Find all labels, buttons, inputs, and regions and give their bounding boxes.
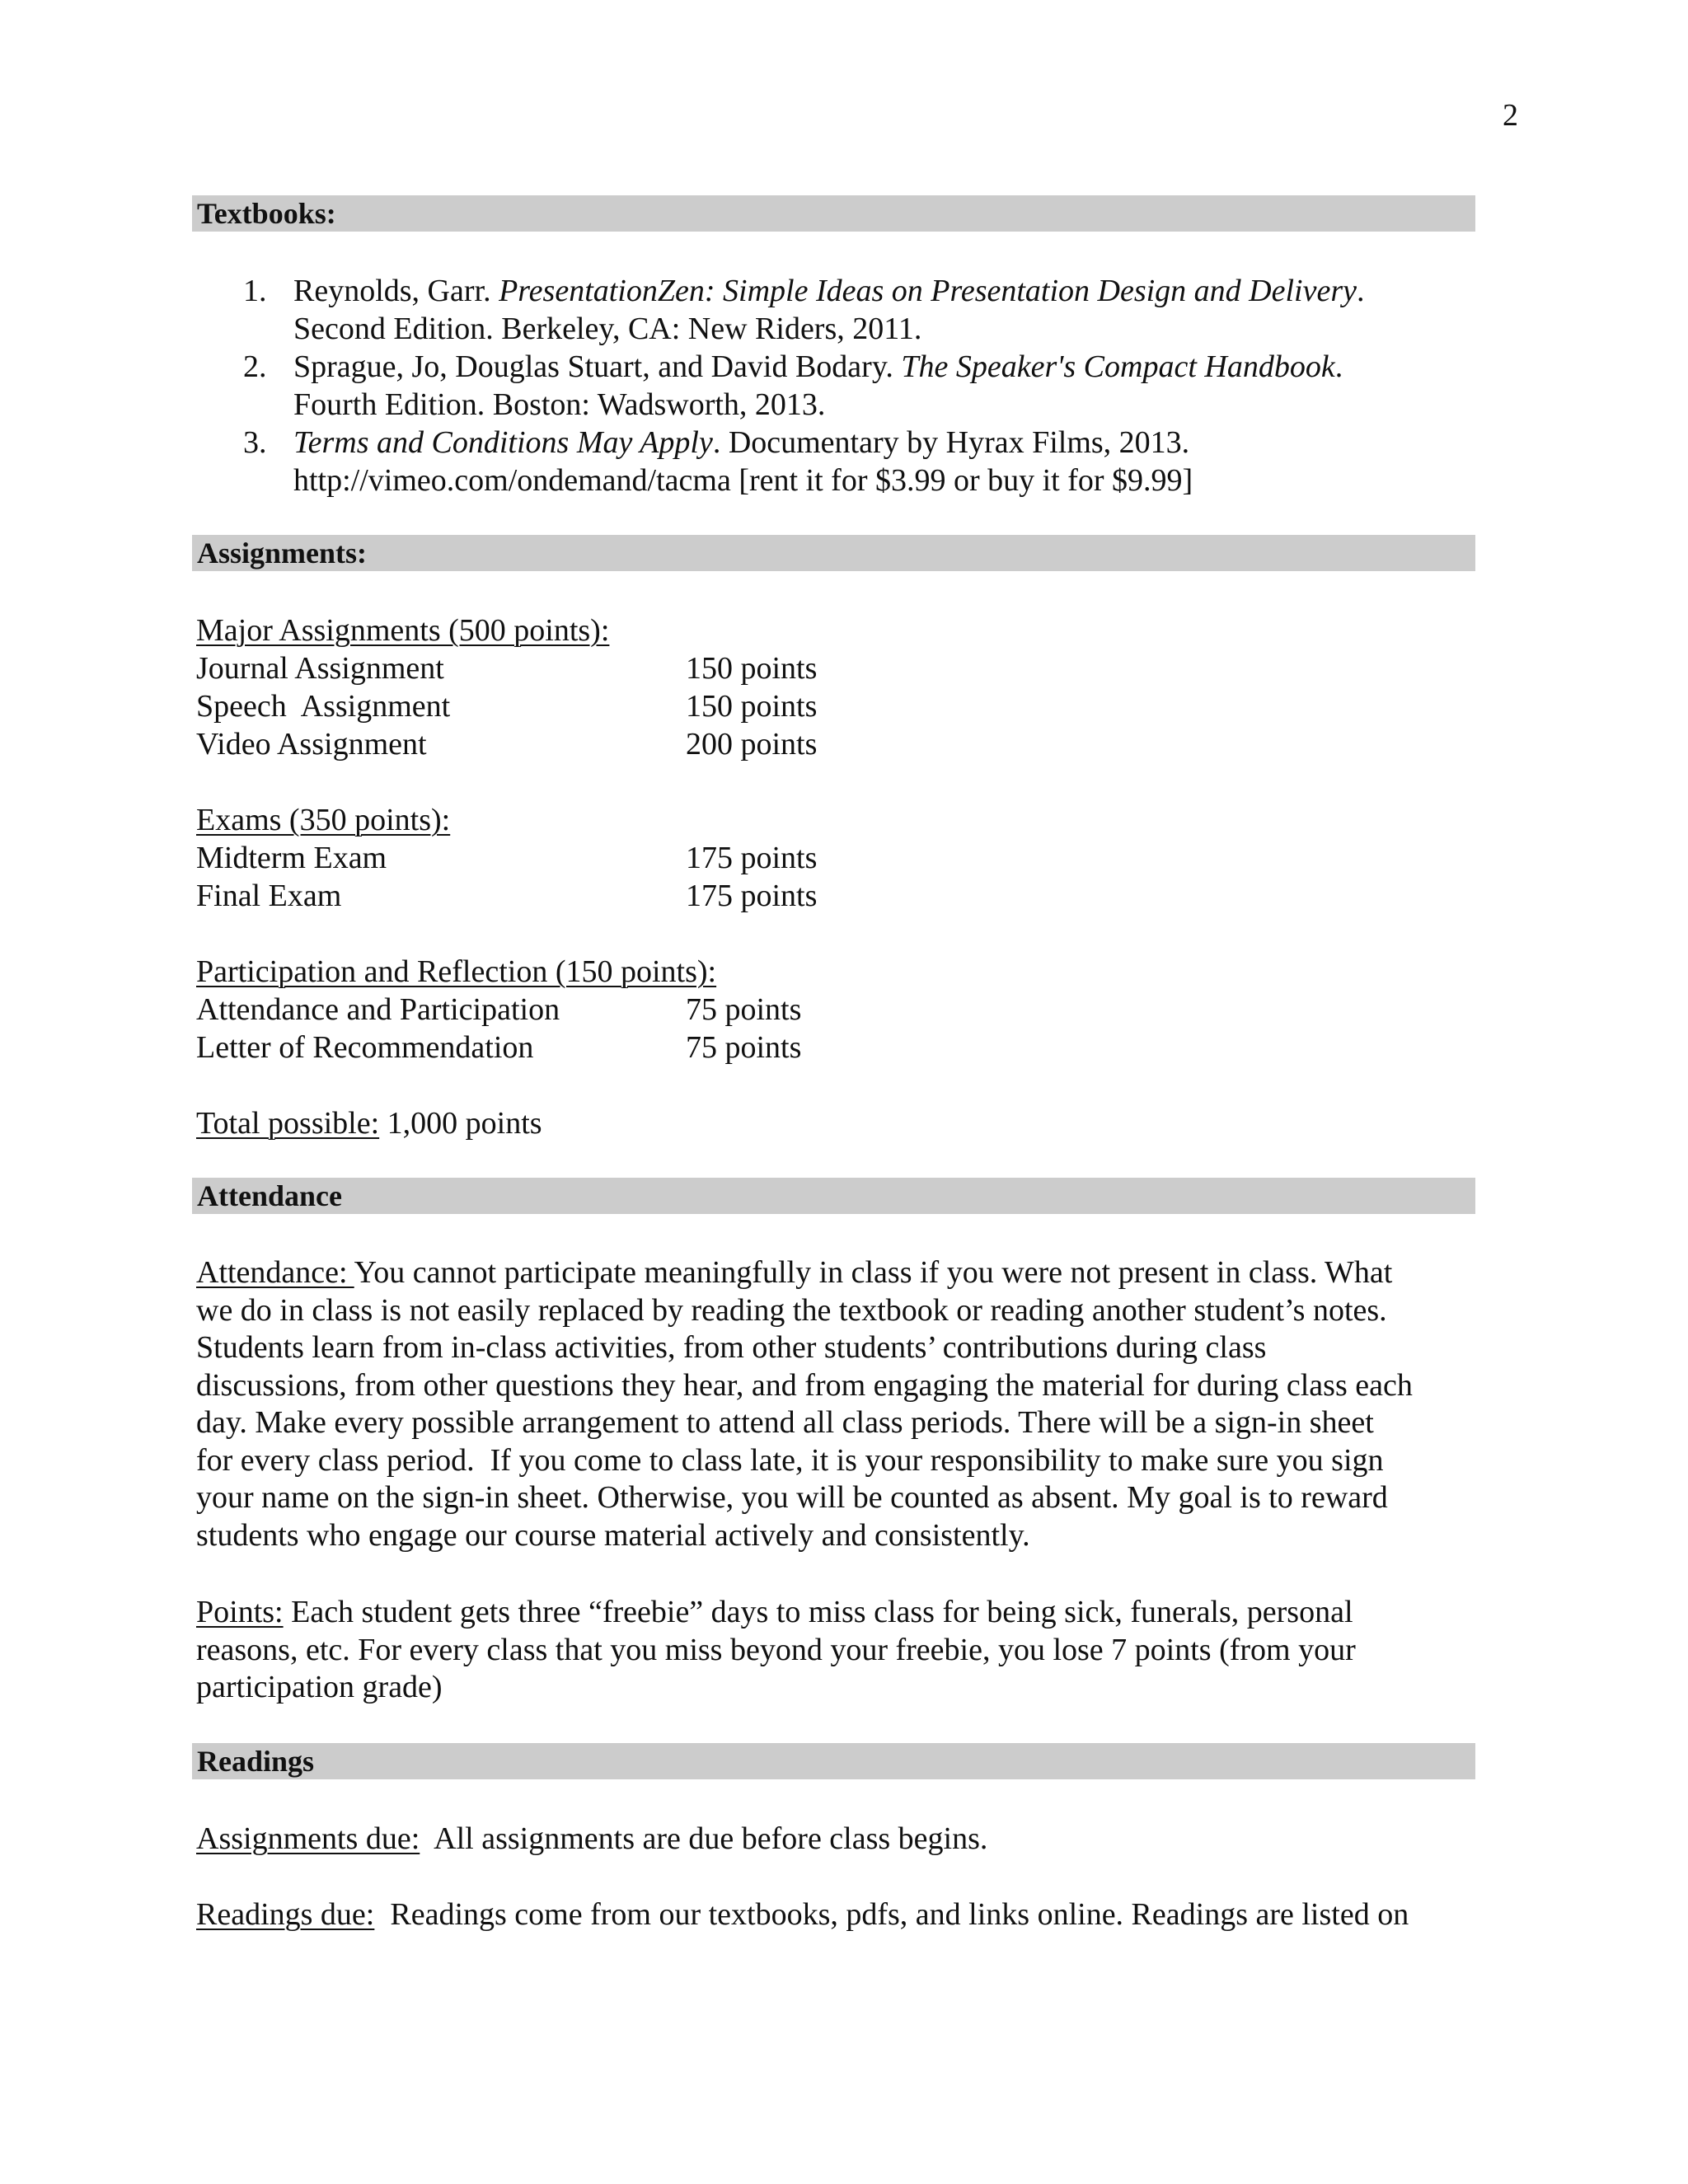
book-author: Sprague, Jo, Douglas Stuart, and David Bodary. (293, 349, 902, 384)
group-title-major: Major Assignments (500 points): (196, 613, 610, 648)
points-label: Points: (196, 1595, 284, 1629)
assignments-heading: Assignments: (192, 535, 1475, 571)
total-possible (196, 1104, 542, 1142)
row-points: 75 points (686, 1030, 802, 1065)
row-points: 150 points (686, 651, 818, 686)
book-title: PresentationZen: Simple Ideas on Presentation Design and Delivery (499, 274, 1357, 308)
points-paragraph: Points: Each student gets three “freebie” days to miss class for being sick, funerals, personal reasons, etc. For every class that you miss beyond your freebie, you lose 7 points (from your participation grade) (196, 1595, 1356, 1704)
list-number: 2. (243, 349, 267, 384)
book-author: Reynolds, Garr. (293, 274, 499, 308)
row-label: Attendance and Participation (196, 992, 560, 1027)
row-points: 200 points (686, 727, 818, 762)
row-points: 75 points (686, 992, 802, 1027)
row-points: 150 points (686, 689, 818, 724)
attendance-label: Attendance: (196, 1255, 354, 1290)
row-points: 175 points (686, 879, 818, 913)
row-label: Letter of Recommendation (196, 1030, 534, 1065)
readings-due: Readings due: Readings come from our textbooks, pdfs, and links online. Readings are listed on (196, 1897, 1409, 1932)
row-label: Video Assignment (196, 727, 427, 762)
group-title-exams: Exams (350 points): (196, 803, 451, 837)
readings-due-label: Readings due: (196, 1897, 375, 1932)
row-label: Final Exam (196, 879, 342, 913)
row-label: Midterm Exam (196, 841, 387, 875)
book-edition: Fourth Edition. Boston: Wadsworth, 2013. (293, 387, 826, 422)
book-title: The Speaker's Compact Handbook (901, 349, 1335, 384)
group-title-participation: Participation and Reflection (150 points): (196, 954, 717, 989)
row-label: Journal Assignment (196, 651, 444, 686)
list-number: 1. (243, 274, 267, 308)
assignments-due-label: Assignments due: (196, 1821, 420, 1856)
book-edition: Second Edition. Berkeley, CA: New Riders, 2011. (293, 312, 922, 346)
row-label: Speech Assignment (196, 689, 451, 724)
list-number: 3. (243, 425, 267, 460)
row-points: 175 points (686, 841, 818, 875)
readings-heading: Readings (192, 1743, 1475, 1779)
total-label: Total possible: (196, 1106, 380, 1141)
total-value: 1,000 points (379, 1106, 542, 1141)
book-title: Terms and Conditions May Apply (293, 425, 713, 460)
assignments-due: Assignments due: All assignments are due before class begins. (196, 1821, 988, 1856)
attendance-paragraph: Attendance: You cannot participate meaningfully in class if you were not present in class. What we do in class is not easily replaced by reading the textbook or reading another student’s notes. Students learn from in-class activities, from other students’ contributions during class discussions, from other questions they hear, and from engaging the material for during class each day. Make every possible arrangement to attend all class periods. There will be a sign-in sheet for every class period. If you come to class late, it is your responsibility to make sure you sign your name on the sign-in sheet. Otherwise, you will be counted as absent. My goal is to reward students who engage our course material actively and consistently. (196, 1255, 1413, 1553)
attendance-heading: Attendance (192, 1178, 1475, 1214)
film-link: http://vimeo.com/ondemand/tacma [rent it for $3.99 or buy it for $9.99] (293, 463, 1193, 498)
page-number: 2 (1503, 98, 1518, 133)
textbooks-heading: Textbooks: (192, 195, 1475, 232)
